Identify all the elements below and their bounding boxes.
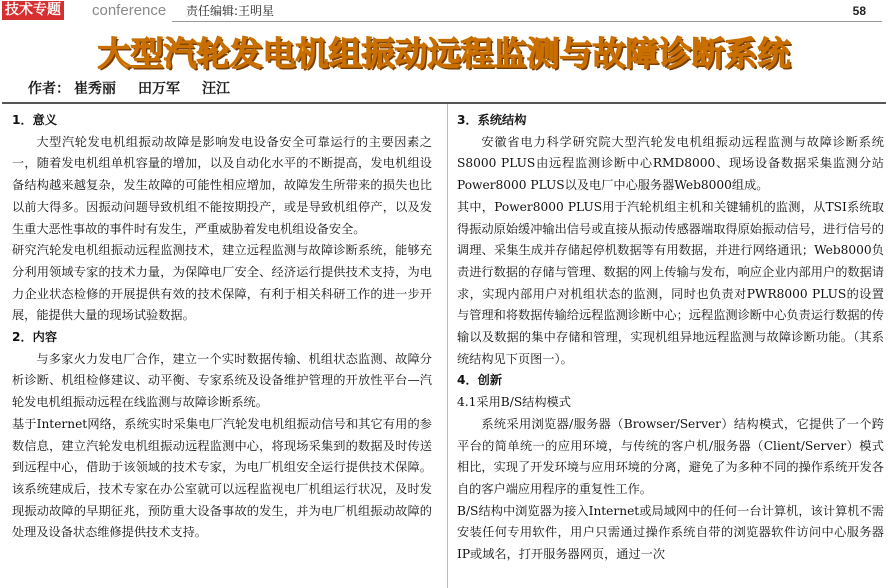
section-heading: 4．创新: [457, 373, 503, 388]
paragraph: 大型汽轮发电机组振动故障是影响发电设备安全可靠运行的主要因素之一，随着发电机组单机容量的增加，以及自动化水平的不断提高，发电机组设备结构越来越复杂，发生故障的可能性相应增加，故障发生所带来的损失也比以前大得多。因振动问题导致机组不能按期投产，或是导致机组停产，以及发生重大恶性事故的事件时有发生，严重威胁着发电机组设备安全。: [12, 134, 432, 236]
editor-credit: 责任编辑:王明星: [186, 4, 275, 18]
section-heading: 1．意义: [12, 113, 58, 127]
paragraph: 研究汽轮发电机组振动远程监测技术，建立远程监测与故障诊断系统，能够充分利用领域专家的技术力量，为保障电厂安全、经济运行提供技术支持，为电力企业状态检修的开展提供有效的技术保障，有利于相关科研工作的进一步开展，能提供大量的现场试验数据。: [12, 243, 432, 323]
article-title: 大型汽轮发电机组振动远程监测与故障诊断系统: [97, 34, 791, 73]
author-name: 崔秀丽: [74, 81, 116, 97]
paragraph: 与多家火力发电厂合作，建立一个实时数据传输、机组状态监测、故障分析诊断、机组检修建议、动平衡、专家系统及设备维护管理的开放性平台—汽轮发电机组振动远程在线监测与故障诊断系统。: [12, 351, 432, 410]
left-column: [12, 110, 432, 544]
page-number: 58: [852, 4, 866, 18]
title-divider: [2, 102, 886, 104]
paragraph: 其中，Power8000 PLUS用于汽轮机组主机和关键辅机的监测，从TSI系统取得振动原始缓冲输出信号或直接从振动传感器端取得原始振动信号，进行信号的调理、采集生成并存储起停机数据等有用数据，并进行网络通讯；Web8000负责进行数据的存储与管理、数据的网上传输与发布，响应企业内部用户的数据请求，实现内部用户对机组状态的监测，同时也负责对PWR8000 PLUS的设置与管理和将数据传输给远程监测诊断中心；远程监测诊断中心负责运行数据的传输以及数据的集中存储和管理，实现机组异地远程监测与故障诊断功能。（其系统结构见下页图一）。: [457, 199, 884, 366]
column-divider: [447, 104, 448, 588]
right-column: [457, 110, 884, 566]
authors-label: 作者：: [28, 81, 70, 97]
paragraph: 系统采用浏览器/服务器（Browser/Server）结构模式，它提供了一个跨平台的简单统一的应用环境，与传统的客户机/服务器（Client/Server）模式相比，实现了开发环境与应用环境的分离，避免了为多种不同的操作系统开发各自的客户端应用程序的重复性工作。: [457, 416, 884, 496]
header-rule: [172, 21, 882, 22]
author-name: 汪江: [202, 81, 230, 97]
section-heading: 3．系统结构: [457, 113, 527, 127]
author-line: [28, 78, 252, 98]
section-tag: 技术专题: [2, 1, 64, 20]
paragraph: B/S结构中浏览器为接入Internet或局域网中的任何一台计算机，该计算机不需安装任何专用软件，用户只需通过操作系统自带的浏览器软件访问中心服务器IP或域名，打开服务器网页，通过一次: [457, 503, 884, 562]
page-header: [0, 0, 888, 22]
author-name: 田万军: [138, 81, 180, 97]
paragraph: 安徽省电力科学研究院大型汽轮发电机组振动远程监测与故障诊断系统S8000 PLUS由远程监测诊断中心RMD8000、现场设备数据采集监测分站Power8000 PLUS以及电厂中心服务器Web8000组成。: [457, 134, 884, 193]
section-heading: 2．内容: [12, 330, 58, 345]
paragraph: 基于Internet网络，系统实时采集电厂汽轮发电机组振动信号和其它有用的参数信息，建立汽轮发电机组振动远程监测中心，将现场采集到的数据及时传送到远程中心，借助于该领域的技术专家，为电厂机组安全运行提供技术保障。该系统建成后，技术专家在办公室就可以远程监视电厂机组运行状况，及时发现振动故障的早期征兆，预防重大设备事故的发生，并为电厂机组振动故障的处理及设备状态维修提供技术支持。: [12, 416, 432, 540]
subsection-heading: 4.1采用B/S结构模式: [457, 395, 571, 410]
conference-label: conference: [92, 2, 167, 19]
